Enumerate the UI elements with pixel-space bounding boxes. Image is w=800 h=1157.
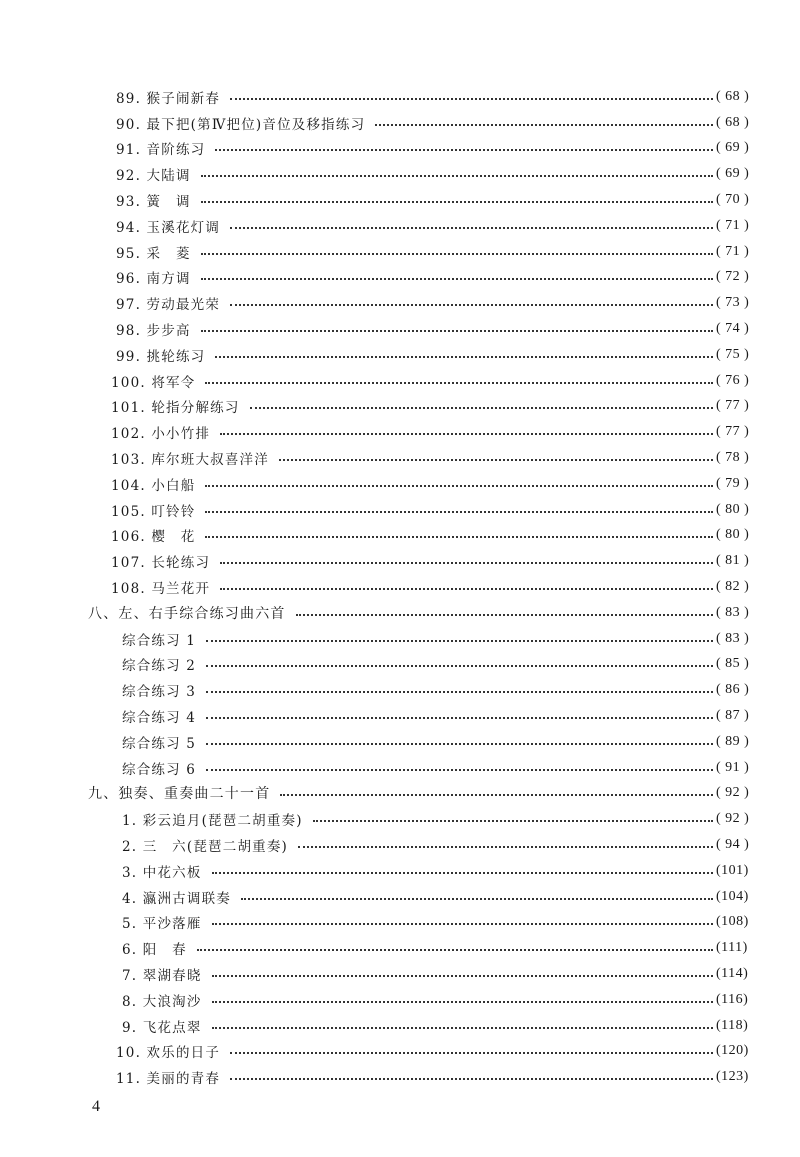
toc-entry-title: 综合练习 1: [122, 632, 197, 649]
toc-page-number: (123): [716, 1069, 749, 1085]
toc-page-number: ( 89 ): [716, 733, 750, 749]
toc-page-number: ( 77 ): [716, 398, 750, 414]
dot-leader: [206, 717, 713, 719]
toc-entry-title: 105. 叮铃铃: [111, 503, 196, 520]
toc-entry-title: 2. 三 六(琵琶二胡重奏): [122, 839, 289, 855]
toc-entry-title: 8. 大浪淘沙: [122, 993, 202, 1010]
toc-entry-row: [0, 832, 800, 858]
dot-leader: [220, 433, 713, 435]
toc-entry-row: [0, 1038, 800, 1064]
dot-leader: [296, 614, 713, 616]
toc-entry-row: [0, 136, 800, 162]
toc-entry-title: 综合练习 2: [122, 658, 197, 675]
toc-page-number: ( 78 ): [716, 450, 750, 466]
toc-entry-title: 93. 簧 调: [116, 194, 191, 211]
dot-leader: [250, 407, 713, 409]
toc-entry-title: 八、左、右手综合练习曲六首: [88, 605, 286, 622]
dot-leader: [201, 253, 713, 255]
toc-page-number: ( 75 ): [716, 346, 750, 362]
toc-entry-row: [0, 858, 800, 884]
toc-entry-row: [0, 910, 800, 936]
toc-page-number: ( 91 ): [716, 759, 750, 775]
toc-entry-title: 92. 大陆调: [116, 168, 191, 185]
toc-entry-title: 89. 猴子闹新春: [116, 90, 221, 107]
toc-entry-title: 91. 音阶练习: [116, 142, 206, 159]
toc-entry-row: [0, 265, 800, 291]
dot-leader: [201, 175, 713, 177]
toc-entry-row: [0, 239, 800, 265]
toc-entry-row: [0, 316, 800, 342]
dot-leader: [206, 640, 713, 642]
toc-page-number: ( 87 ): [716, 708, 750, 724]
toc-entry-title: 95. 采 菱: [116, 245, 191, 262]
toc-entry-row: [0, 368, 800, 394]
toc-page-number: (104): [716, 888, 749, 904]
toc-entry-row: [0, 806, 800, 832]
dot-leader: [212, 1001, 713, 1003]
toc-page-number: ( 71 ): [716, 243, 750, 259]
dot-leader: [230, 227, 713, 229]
toc-entry-title: 综合练习 4: [122, 710, 197, 727]
page-number: 4: [92, 1098, 100, 1115]
toc-entry-row: [0, 342, 800, 368]
toc-page-number: ( 69 ): [716, 166, 750, 182]
dot-leader: [206, 769, 713, 771]
toc-page-number: ( 74 ): [716, 321, 750, 337]
toc-page-number: ( 94 ): [716, 837, 750, 852]
toc-entry-title: 108. 马兰花开: [111, 581, 211, 598]
dot-leader: [201, 201, 713, 203]
toc-page-number: ( 77 ): [716, 424, 750, 440]
dot-leader: [241, 898, 713, 900]
toc-page-number: (101): [716, 862, 749, 878]
toc-entry-row: [0, 419, 800, 445]
toc-entry-row: [0, 161, 800, 187]
toc-entry-title: 100. 将军令: [111, 374, 196, 391]
toc-entry-title: 103. 库尔班大叔喜洋洋: [111, 452, 269, 469]
toc-entry-row: [0, 497, 800, 523]
table-of-contents: [0, 84, 800, 1090]
toc-entry-title: 10. 欢乐的日子: [116, 1045, 221, 1062]
dot-leader: [212, 923, 713, 925]
toc-entry-title: 1. 彩云追月(琵琶二胡重奏): [122, 813, 303, 830]
dot-leader: [201, 278, 713, 280]
dot-leader: [205, 536, 713, 538]
dot-leader: [206, 665, 713, 667]
dot-leader: [230, 304, 713, 306]
toc-entry-title: 107. 长轮练习: [111, 555, 211, 572]
toc-page-number: ( 69 ): [716, 140, 750, 156]
toc-entry-row: [0, 755, 800, 781]
toc-page-number: (120): [716, 1043, 749, 1059]
toc-entry-title: 98. 步步高: [116, 323, 191, 340]
dot-leader: [215, 149, 713, 151]
dot-leader: [215, 356, 713, 358]
toc-page-number: ( 68 ): [716, 114, 750, 130]
toc-entry-row: [0, 394, 800, 420]
toc-entry-title: 5. 平沙落雁: [122, 916, 202, 933]
toc-page-number: ( 72 ): [716, 269, 750, 285]
toc-entry-row: [0, 987, 800, 1013]
toc-entry-row: [0, 445, 800, 471]
dot-leader: [230, 98, 713, 100]
toc-entry-row: [0, 729, 800, 755]
toc-entry-title: 96. 南方调: [116, 271, 191, 288]
toc-entry-title: 6. 阳 春: [122, 942, 187, 959]
toc-entry-title: 九、独奏、重奏曲二十一首: [88, 786, 271, 803]
dot-leader: [280, 794, 713, 796]
toc-entry-row: [0, 213, 800, 239]
toc-section-row: [0, 600, 800, 626]
toc-entry-title: 综合练习 5: [122, 735, 197, 752]
toc-entry-row: [0, 548, 800, 574]
toc-entry-row: [0, 626, 800, 652]
toc-entry-row: [0, 523, 800, 549]
toc-page-number: ( 92 ): [716, 811, 750, 827]
dot-leader: [220, 562, 713, 564]
dot-leader: [206, 743, 713, 745]
toc-page-number: ( 81 ): [716, 553, 750, 569]
toc-entry-title: 102. 小小竹排: [111, 426, 211, 443]
toc-entry-row: [0, 471, 800, 497]
toc-page-number: ( 80 ): [716, 501, 750, 517]
toc-page-number: ( 79 ): [716, 475, 750, 491]
toc-entry-row: [0, 187, 800, 213]
dot-leader: [212, 975, 713, 977]
toc-page-number: ( 83 ): [716, 630, 750, 646]
toc-page-number: (116): [716, 991, 749, 1007]
toc-page-number: ( 70 ): [716, 192, 750, 208]
toc-page-number: (108): [716, 914, 749, 930]
toc-entry-title: 99. 挑轮练习: [116, 348, 206, 365]
toc-entry-row: [0, 84, 800, 110]
dot-leader: [212, 872, 713, 874]
dot-leader: [205, 511, 713, 513]
dot-leader: [212, 1027, 713, 1029]
toc-page-number: (111): [716, 940, 748, 956]
toc-page-number: ( 92 ): [716, 785, 750, 801]
toc-entry-row: [0, 884, 800, 910]
dot-leader: [230, 1052, 713, 1054]
toc-page-number: ( 76 ): [716, 372, 750, 388]
toc-entry-title: 4. 瀛洲古调联奏: [122, 890, 231, 907]
dot-leader: [206, 691, 713, 693]
dot-leader: [298, 846, 713, 848]
dot-leader: [313, 820, 713, 822]
toc-entry-title: 90. 最下把(第Ⅳ把位)音位及移指练习: [116, 116, 366, 133]
toc-page-number: ( 68 ): [716, 88, 750, 104]
dot-leader: [230, 1078, 713, 1080]
toc-entry-row: [0, 703, 800, 729]
toc-entry-title: 7. 翠湖春晓: [122, 967, 202, 984]
toc-entry-row: [0, 1064, 800, 1090]
toc-entry-title: 101. 轮指分解练习: [111, 400, 240, 417]
dot-leader: [279, 459, 713, 461]
toc-entry-row: [0, 935, 800, 961]
toc-page-number: ( 73 ): [716, 295, 750, 311]
toc-entry-row: [0, 652, 800, 678]
toc-entry-row: [0, 574, 800, 600]
toc-entry-title: 97. 劳动最光荣: [116, 297, 221, 314]
toc-page-number: ( 86 ): [716, 682, 750, 698]
dot-leader: [375, 124, 713, 126]
toc-entry-row: [0, 961, 800, 987]
toc-entry-title: 106. 樱 花: [111, 529, 196, 546]
toc-entry-row: [0, 1013, 800, 1039]
toc-page-number: (114): [716, 965, 749, 981]
dot-leader: [205, 382, 713, 384]
dot-leader: [201, 330, 713, 332]
toc-entry-row: [0, 110, 800, 136]
toc-page-number: ( 83 ): [716, 604, 750, 620]
dot-leader: [205, 485, 713, 487]
toc-entry-title: 94. 玉溪花灯调: [116, 219, 221, 236]
toc-entry-row: [0, 290, 800, 316]
toc-entry-row: [0, 677, 800, 703]
toc-page-number: ( 85 ): [716, 656, 750, 672]
toc-entry-title: 综合练习 6: [122, 761, 197, 778]
toc-entry-title: 3. 中花六板: [122, 864, 202, 881]
toc-page-number: ( 71 ): [716, 217, 750, 233]
dot-leader: [197, 949, 713, 951]
toc-page-number: ( 80 ): [716, 527, 750, 543]
toc-page-number: ( 82 ): [716, 579, 750, 595]
toc-section-row: [0, 781, 800, 807]
toc-entry-title: 104. 小白船: [111, 477, 196, 494]
dot-leader: [220, 588, 713, 590]
toc-page-number: (118): [716, 1017, 749, 1033]
toc-entry-title: 9. 飞花点翠: [122, 1019, 202, 1036]
toc-entry-title: 综合练习 3: [122, 684, 197, 701]
toc-entry-title: 11. 美丽的青春: [116, 1071, 221, 1088]
